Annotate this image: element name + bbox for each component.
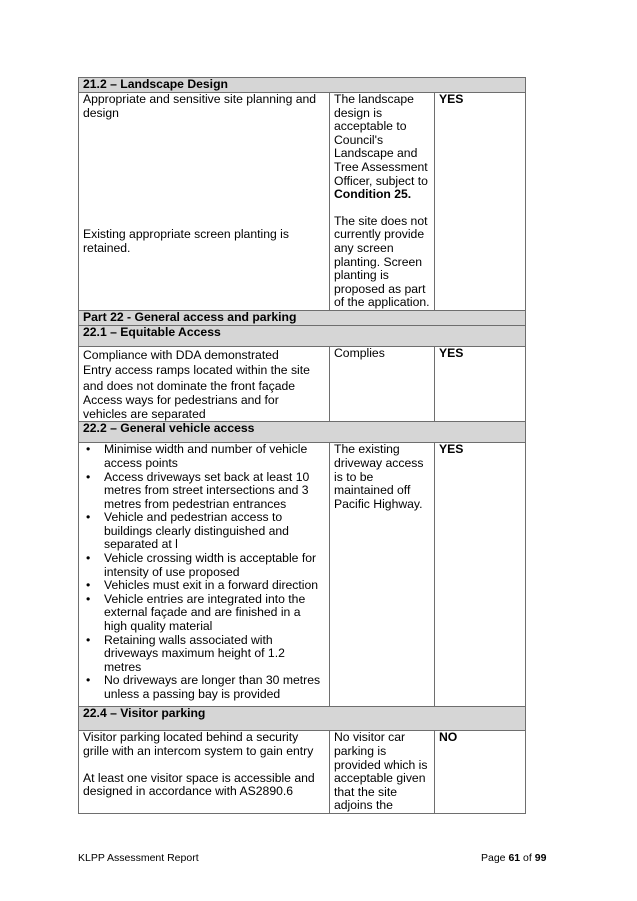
requirement-text: Access ways for pedestrians and for vehicles are separated (83, 393, 279, 421)
list-item: • Minimise width and number of vehicle access points (83, 443, 325, 470)
requirement-text: At least one visitor space is accessible and designed in accordance with AS2890.6 (83, 770, 315, 799)
part-header-22 (79, 310, 526, 325)
requirement-cell (79, 731, 330, 814)
requirement-cell (79, 443, 330, 707)
result-cell: YES (435, 443, 526, 707)
assessment-table (78, 77, 526, 814)
result-cell: YES (435, 346, 526, 421)
comment-text: The site does not currently provide any screen planting. Screen planting is proposed as part of the application. (334, 213, 430, 310)
list-item: • Vehicles must exit in a forward direction (83, 579, 325, 593)
condition-reference: Condition 25. (334, 187, 412, 202)
requirement-text: Appropriate and sensitive site planning and design (83, 92, 317, 120)
requirement-text: Compliance with DDA demonstrated (83, 347, 279, 362)
requirement-cell (79, 93, 330, 311)
requirement-text: Entry access ramps located within the site and does not dominate the front façade (83, 363, 310, 393)
requirement-cell (79, 346, 330, 421)
requirement-list (83, 443, 325, 701)
table-row (79, 93, 526, 311)
comment-cell (330, 93, 435, 311)
comment-text: The landscape design is acceptable to Council's Landscape and Tree Assessment Officer, subject to Condition 25. (334, 92, 428, 202)
section-header-22-1 (79, 325, 526, 346)
list-item: • Retaining walls associated with driveways maximum height of 1.2 metres (83, 634, 325, 675)
section-header-22-4 (79, 707, 526, 731)
section-title: 22.4 – Visitor parking (79, 707, 526, 731)
list-item: • Access driveways set back at least 10 metres from street intersections and 3 metres from pedestrian entrances (83, 471, 325, 512)
footer-report-title: KLPP Assessment Report (78, 852, 199, 864)
section-title: 22.1 – Equitable Access (79, 325, 526, 346)
list-item: • Vehicle entries are integrated into the external façade and are finished in a high quality material (83, 593, 325, 634)
table-row (79, 731, 526, 814)
table-row (79, 443, 526, 707)
part-title: Part 22 - General access and parking (79, 310, 526, 325)
list-item: • Vehicle crossing width is acceptable for intensity of use proposed (83, 552, 325, 579)
list-item: • Vehicle and pedestrian access to buildings clearly distinguished and separated at l (83, 511, 325, 552)
section-header-21-2 (79, 78, 526, 93)
comment-cell: No visitor car parking is provided which is acceptable given that the site adjoins the (330, 731, 435, 814)
section-title: 21.2 – Landscape Design (79, 78, 526, 93)
result-cell: YES (435, 93, 526, 311)
section-title: 22.2 – General vehicle access (79, 422, 526, 443)
result-cell: NO (435, 731, 526, 814)
requirement-text: Visitor parking located behind a security grille with an intercom system to gain entry (83, 730, 314, 758)
section-header-22-2 (79, 422, 526, 443)
requirement-text: Existing appropriate screen planting is retained. (83, 227, 289, 255)
comment-cell: Complies (330, 346, 435, 421)
table-row (79, 346, 526, 421)
comment-cell: The existing driveway access is to be maintained off Pacific Highway. (330, 443, 435, 707)
footer-page-number: Page 61 of 99 (481, 852, 547, 864)
list-item: • No driveways are longer than 30 metres unless a passing bay is provided (83, 674, 325, 701)
